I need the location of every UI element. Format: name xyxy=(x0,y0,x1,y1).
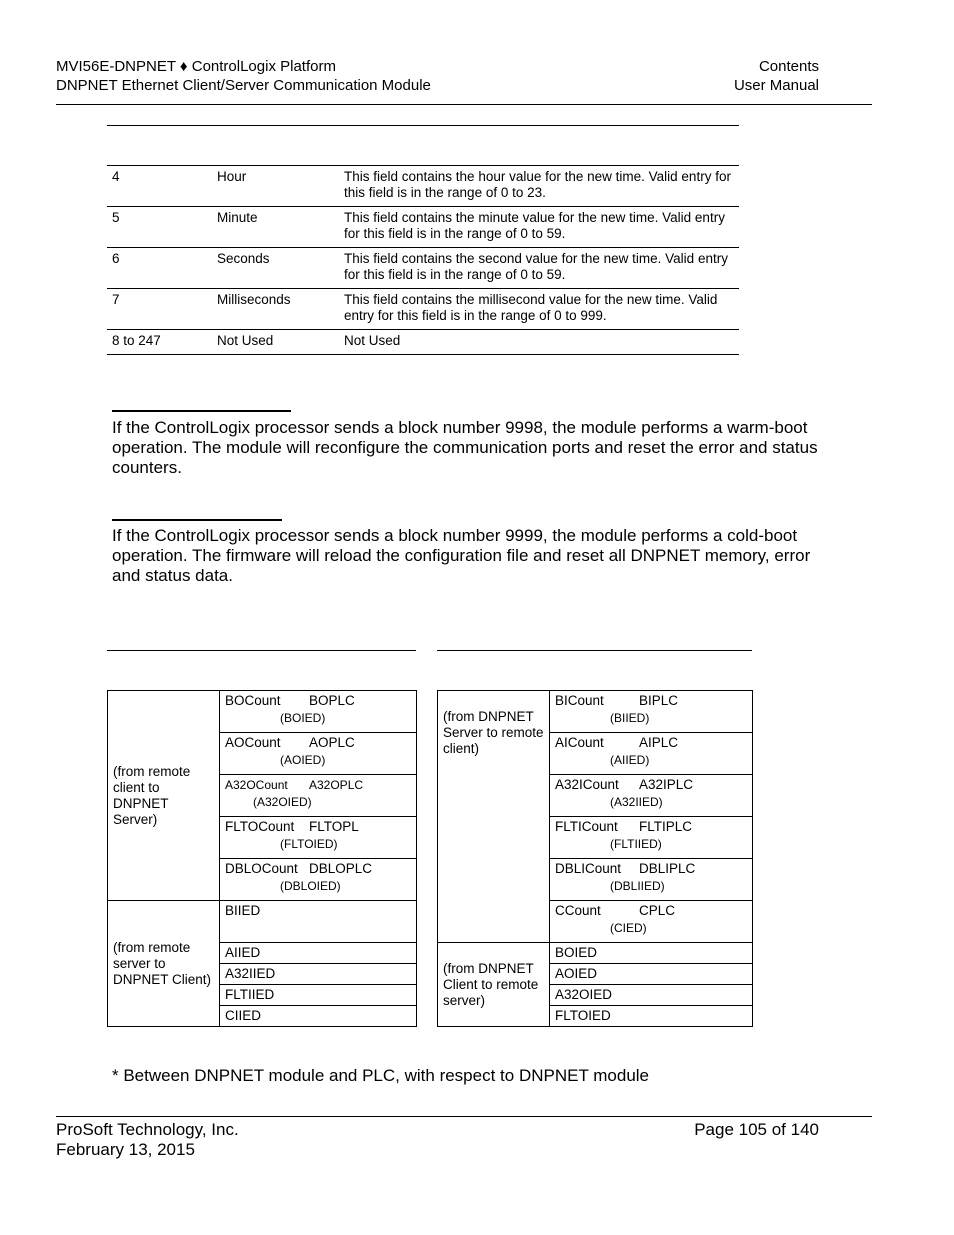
warm-boot-paragraph: If the ControlLogix processor sends a block number 9998, the module performs a warm-boot operation. The module will reconfigure the communication ports and reset the error and status counters. xyxy=(112,418,818,477)
description-cell: Not Used xyxy=(339,330,739,355)
data-cell xyxy=(220,859,417,901)
description-cell: This field contains the millisecond value for the new time. Valid entry for this field is in the range of 0 to 999. xyxy=(339,289,739,330)
server-to-client-table xyxy=(437,690,753,1027)
data-cell: FLTOIED xyxy=(550,1006,753,1027)
count-label: AOCount xyxy=(225,735,281,750)
data-cell: BIIED xyxy=(220,901,417,943)
data-cell xyxy=(550,817,753,859)
table-row xyxy=(438,943,753,964)
name-cell: Not Used xyxy=(212,330,339,355)
plc-label: A32IPLC xyxy=(639,777,694,792)
time-block-table xyxy=(107,165,739,355)
right-table-caption-rule xyxy=(437,650,752,651)
plc-label: AOPLC xyxy=(309,735,355,750)
data-cell xyxy=(550,859,753,901)
plc-label: A32OPLC xyxy=(309,778,364,792)
cold-boot-heading-rule xyxy=(112,519,282,521)
count-label: A32OCount xyxy=(225,778,288,792)
table-row xyxy=(107,248,739,289)
offset-cell: 5 xyxy=(107,207,212,248)
description-cell: This field contains the hour value for the new time. Valid entry for this field is in the range of 0 to 23. xyxy=(339,166,739,207)
direction-label: (from DNPNET Client to remote server) xyxy=(438,943,550,1027)
count-label: DBLICount xyxy=(555,861,622,876)
table-row xyxy=(107,207,739,248)
footnote: * Between DNPNET module and PLC, with respect to DNPNET module xyxy=(112,1066,650,1085)
ied-label: (AOIED) xyxy=(280,753,326,767)
offset-cell: 6 xyxy=(107,248,212,289)
left-table-caption-rule xyxy=(107,650,416,651)
table-row xyxy=(108,901,417,943)
description-cell: This field contains the minute value for the new time. Valid entry for this field is in the range of 0 to 59. xyxy=(339,207,739,248)
data-cell xyxy=(220,733,417,775)
plc-label: BOPLC xyxy=(309,693,355,708)
plc-label: BIPLC xyxy=(639,693,679,708)
client-to-server-table xyxy=(107,690,417,1027)
name-cell: Hour xyxy=(212,166,339,207)
plc-label: FLTOPL xyxy=(309,819,359,834)
data-cell xyxy=(220,817,417,859)
ied-label: (BIIED) xyxy=(610,711,650,725)
data-cell: A32IIED xyxy=(220,964,417,985)
ied-label: (CIED) xyxy=(610,921,647,935)
product-subtitle: DNPNET Ethernet Client/Server Communication Module xyxy=(56,77,431,94)
count-label: CCount xyxy=(555,903,601,918)
data-cell: AOIED xyxy=(550,964,753,985)
plc-label: DBLIPLC xyxy=(639,861,696,876)
data-cell: BOIED xyxy=(550,943,753,964)
ied-label: (A32OIED) xyxy=(253,795,312,809)
offset-cell: 8 to 247 xyxy=(107,330,212,355)
count-label: FLTOCount xyxy=(225,819,295,834)
table-row xyxy=(107,289,739,330)
warm-boot-heading-rule xyxy=(112,410,291,412)
data-cell: AIIED xyxy=(220,943,417,964)
header-divider xyxy=(56,104,872,105)
table-row xyxy=(108,691,417,733)
count-label: BICount xyxy=(555,693,604,708)
name-cell: Seconds xyxy=(212,248,339,289)
data-cell: A32OIED xyxy=(550,985,753,1006)
ied-label: (FLTIIED) xyxy=(610,837,662,851)
direction-label: (from DNPNET Server to remote client) xyxy=(438,691,550,943)
product-title: MVI56E-DNPNET ♦ ControlLogix Platform xyxy=(56,58,336,75)
table-row xyxy=(438,691,753,733)
data-cell xyxy=(550,691,753,733)
page-header-left xyxy=(56,57,431,95)
data-cell xyxy=(550,733,753,775)
ied-label: (AIIED) xyxy=(610,753,650,767)
data-cell: CIIED xyxy=(220,1006,417,1027)
count-label: BOCount xyxy=(225,693,281,708)
page-footer-left xyxy=(56,1120,239,1160)
data-cell: FLTIIED xyxy=(220,985,417,1006)
page-number: Page 105 of 140 xyxy=(694,1120,819,1139)
table-top-divider xyxy=(107,125,739,126)
offset-cell: 4 xyxy=(107,166,212,207)
plc-label: AIPLC xyxy=(639,735,679,750)
count-label: A32ICount xyxy=(555,777,619,792)
data-cell xyxy=(220,775,417,817)
name-cell: Minute xyxy=(212,207,339,248)
direction-label: (from remote server to DNPNET Client) xyxy=(108,901,220,1027)
ied-label: (DBLOIED) xyxy=(280,879,341,893)
data-cell xyxy=(550,775,753,817)
ied-label: (BOIED) xyxy=(280,711,326,725)
description-cell: This field contains the second value for the new time. Valid entry for this field is in the range of 0 to 59. xyxy=(339,248,739,289)
count-label: DBLOCount xyxy=(225,861,298,876)
ied-label: (DBLIIED) xyxy=(610,879,665,893)
data-cell xyxy=(550,901,753,943)
section-name: Contents xyxy=(758,58,819,75)
count-label: AICount xyxy=(555,735,604,750)
plc-label: FLTIPLC xyxy=(639,819,693,834)
name-cell: Milliseconds xyxy=(212,289,339,330)
ied-label: (A32IIED) xyxy=(610,795,663,809)
publication-date: February 13, 2015 xyxy=(56,1140,195,1159)
plc-label: CPLC xyxy=(639,903,676,918)
table-row xyxy=(107,166,739,207)
ied-label: (FLTOIED) xyxy=(280,837,338,851)
data-cell xyxy=(220,691,417,733)
offset-cell: 7 xyxy=(107,289,212,330)
manual-name: User Manual xyxy=(733,77,819,94)
company-name: ProSoft Technology, Inc. xyxy=(56,1120,239,1139)
direction-label: (from remote client to DNPNET Server) xyxy=(108,691,220,901)
count-label: FLTICount xyxy=(555,819,618,834)
cold-boot-paragraph: If the ControlLogix processor sends a block number 9999, the module performs a cold-boot operation. The firmware will reload the configuration file and reset all DNPNET memory, error and status data. xyxy=(112,526,811,585)
footer-divider xyxy=(56,1116,872,1117)
page-header-right xyxy=(734,57,819,95)
plc-label: DBLOPLC xyxy=(309,861,373,876)
table-row xyxy=(107,330,739,355)
